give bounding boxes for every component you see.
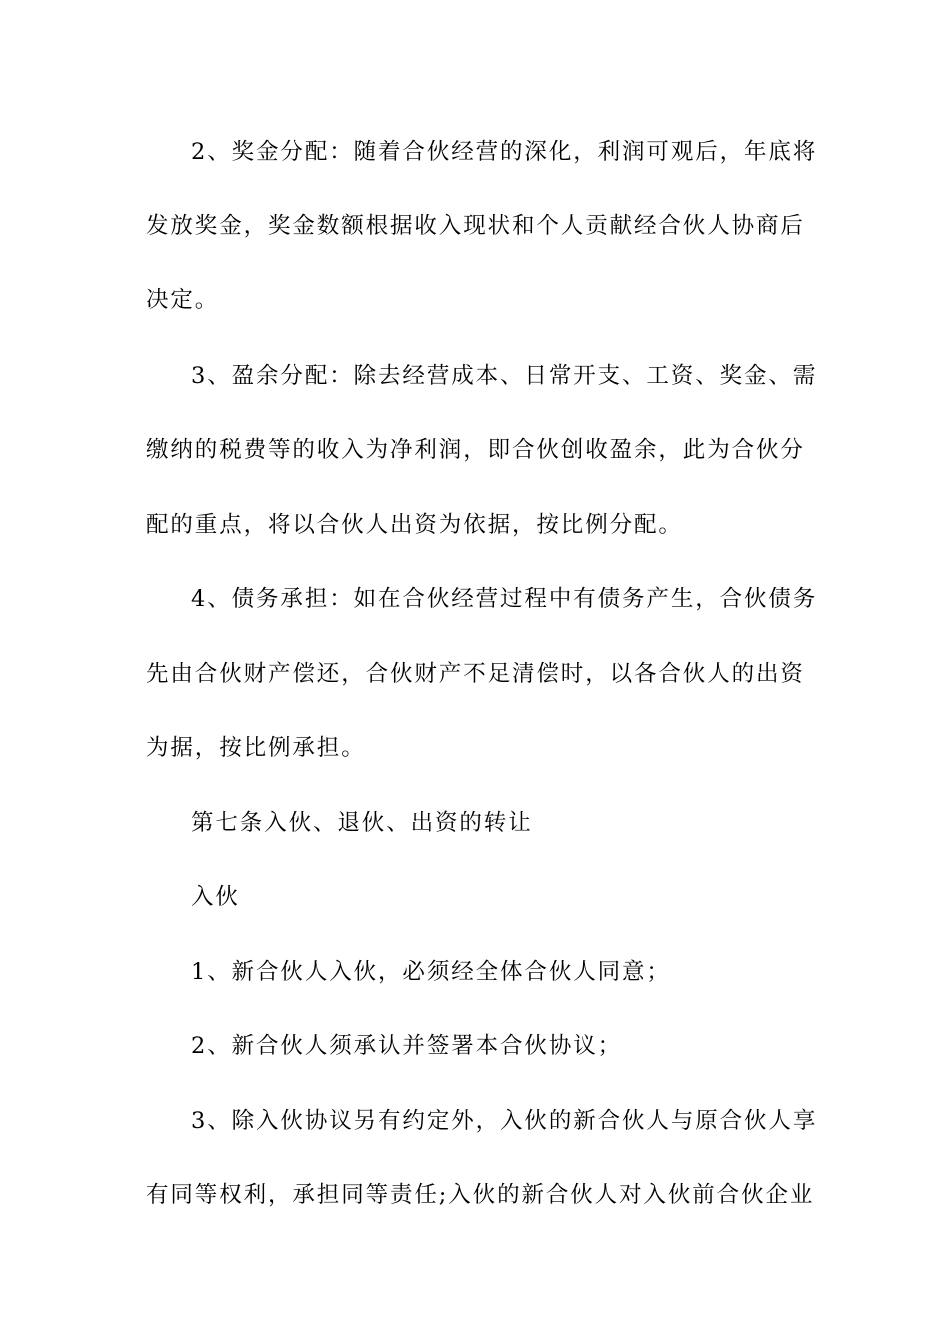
paragraph-line: 缴纳的税费等的收入为净利润，即合伙创收盈余，此为合伙分 [146,437,805,463]
paragraph-line: 1、新合伙人入伙，必须经全体合伙人同意； [191,959,671,985]
section-heading: 第七条入伙、退伙、出资的转让 [191,810,533,836]
paragraph-line: 为据，按比例承担。 [146,735,366,761]
paragraph-line: 2、新合伙人须承认并签署本合伙协议； [191,1033,623,1059]
paragraph-line: 配的重点，将以合伙人出资为依据，按比例分配。 [146,512,683,538]
paragraph-line: 3、盈余分配：除去经营成本、日常开支、工资、奖金、需 [191,363,818,389]
paragraph-line: 2、奖金分配：随着合伙经营的深化，利润可观后，年底将 [191,139,818,165]
subsection-heading: 入伙 [191,884,240,910]
paragraph-line: 3、除入伙协议另有约定外，入伙的新合伙人与原合伙人享 [191,1108,818,1134]
paragraph-line: 先由合伙财产偿还，合伙财产不足清偿时，以各合伙人的出资 [146,661,805,687]
paragraph-line: 4、债务承担：如在合伙经营过程中有债务产生，合伙债务 [191,586,818,612]
paragraph-line: 有同等权利，承担同等责任;入伙的新合伙人对入伙前合伙企业 [146,1182,815,1208]
paragraph-line: 决定。 [146,287,220,313]
paragraph-line: 发放奖金，奖金数额根据收入现状和个人贡献经合伙人协商后 [146,213,805,239]
